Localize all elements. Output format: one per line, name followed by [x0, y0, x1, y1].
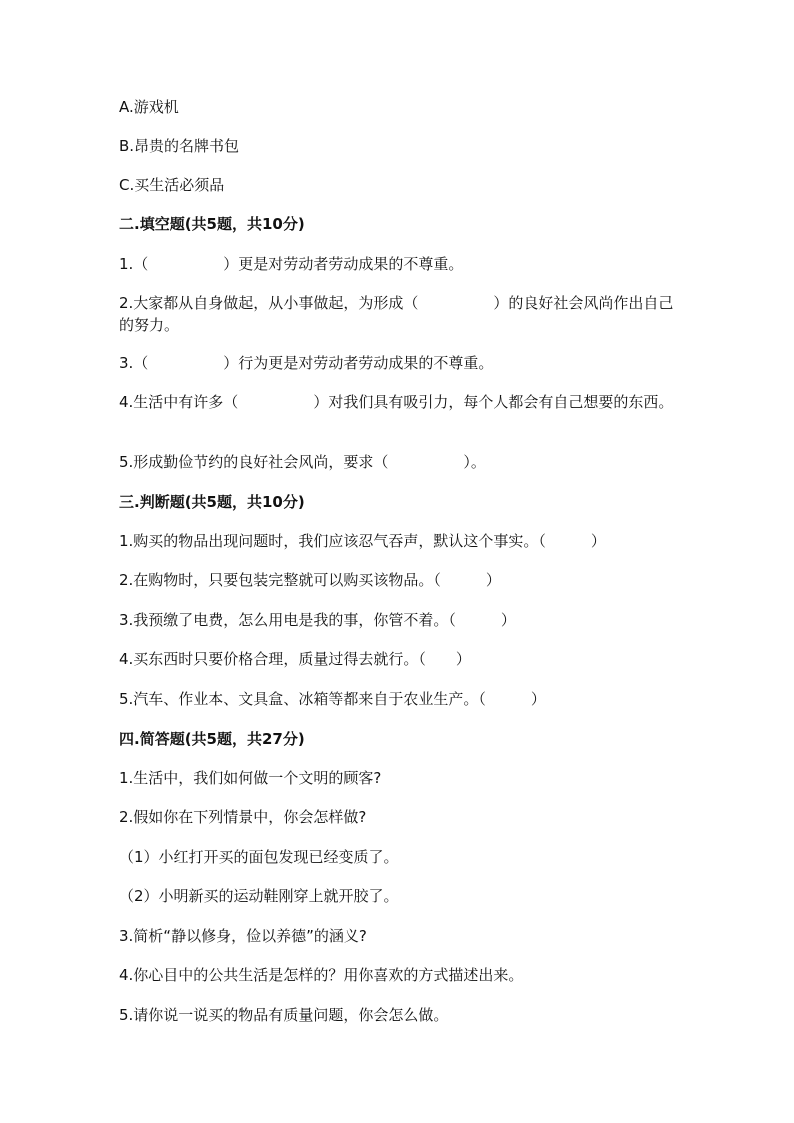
- option-a: A.游戏机: [119, 98, 179, 116]
- short-answer-question-4: 4.你心目中的公共生活是怎样的？用你喜欢的方式描述出来。: [119, 966, 524, 984]
- short-answer-scenario-2: （2）小明新买的运动鞋刚穿上就开胶了。: [119, 887, 399, 905]
- section-heading-short-answer: 四.简答题(共5题，共27分): [119, 730, 305, 748]
- option-c: C.买生活必须品: [119, 176, 225, 194]
- option-b: B.昂贵的名牌书包: [119, 137, 240, 155]
- short-answer-question-3: 3.简析“静以修身，俭以养德”的涵义?: [119, 927, 367, 945]
- fill-blank-question-3: 3.（ ）行为更是对劳动者劳动成果的不尊重。: [119, 354, 494, 372]
- true-false-question-5: 5.汽车、作业本、文具盒、冰箱等都来自于农业生产。（ ）: [119, 690, 546, 708]
- fill-blank-question-5: 5.形成勤俭节约的良好社会风尚，要求（ ）。: [119, 453, 486, 471]
- short-answer-question-2: 2.假如你在下列情景中，你会怎样做?: [119, 808, 367, 826]
- short-answer-question-5: 5.请你说一说买的物品有质量问题，你会怎么做。: [119, 1006, 449, 1024]
- short-answer-scenario-1: （1）小红打开买的面包发现已经变质了。: [119, 848, 399, 866]
- true-false-question-4: 4.买东西时只要价格合理，质量过得去就行。（ ）: [119, 650, 471, 668]
- section-heading-fill-blank: 二.填空题(共5题，共10分): [119, 215, 305, 233]
- section-heading-true-false: 三.判断题(共5题，共10分): [119, 493, 305, 511]
- fill-blank-question-4: 4.生活中有许多（ ）对我们具有吸引力，每个人都会有自己想要的东西。: [119, 393, 674, 411]
- true-false-question-2: 2.在购物时，只要包装完整就可以购买该物品。（ ）: [119, 571, 501, 589]
- short-answer-question-1: 1.生活中，我们如何做一个文明的顾客?: [119, 769, 382, 787]
- true-false-question-3: 3.我预缴了电费，怎么用电是我的事，你管不着。（ ）: [119, 611, 516, 629]
- fill-blank-question-2: 2.大家都从自身做起，从小事做起，为形成（ ）的良好社会风尚作出自己的努力。: [119, 294, 674, 334]
- fill-blank-question-1: 1.（ ）更是对劳动者劳动成果的不尊重。: [119, 255, 464, 273]
- true-false-question-1: 1.购买的物品出现问题时，我们应该忍气吞声，默认这个事实。（ ）: [119, 532, 606, 550]
